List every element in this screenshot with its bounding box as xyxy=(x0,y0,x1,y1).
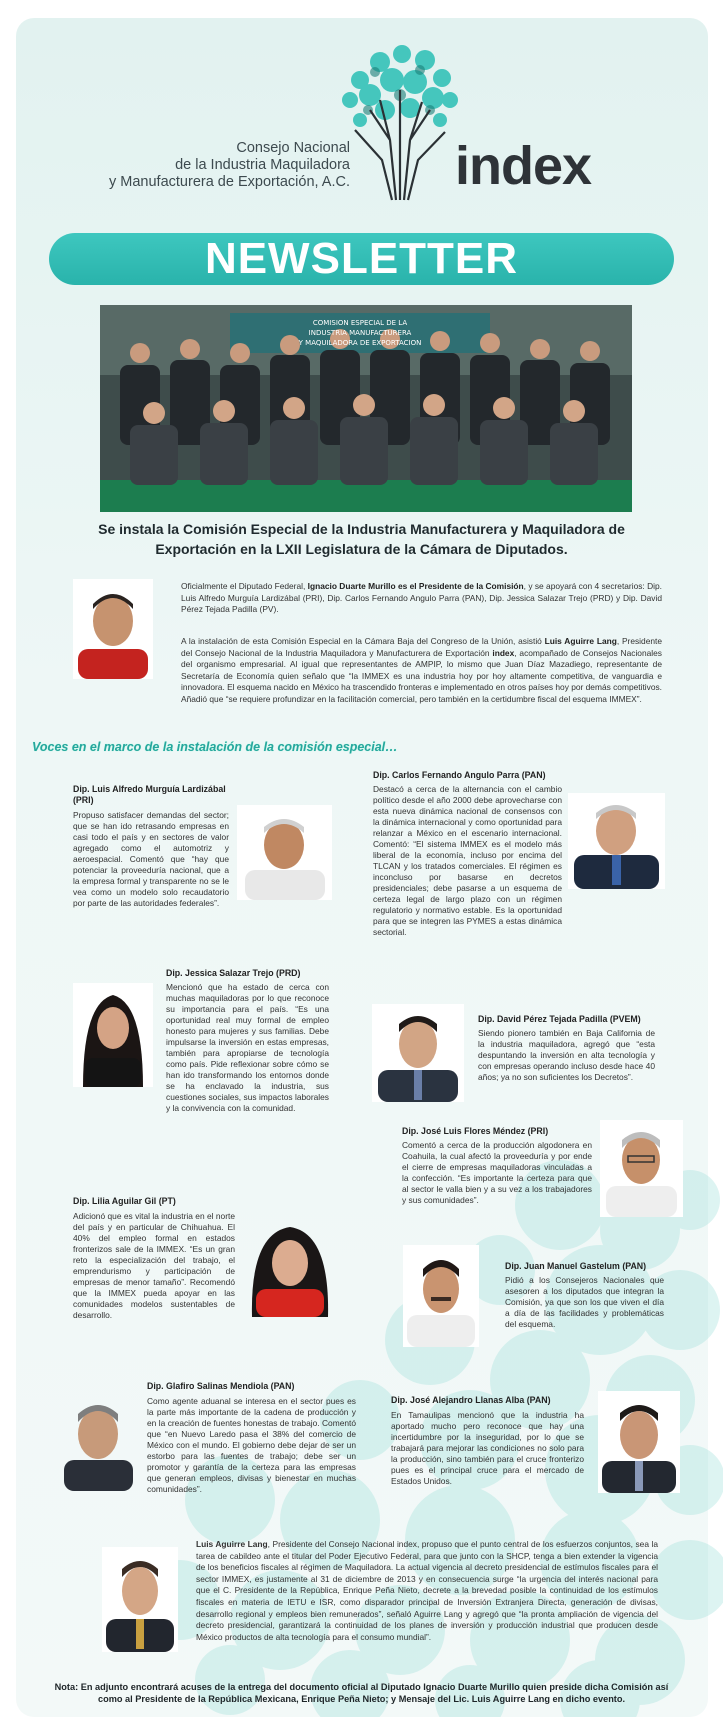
photo-banner-line1: COMISION ESPECIAL DE LA xyxy=(312,319,408,327)
org-name-line1: Consejo Nacional xyxy=(236,140,350,156)
group-photo-image xyxy=(100,305,632,512)
deputy-name-gastelum: Dip. Juan Manuel Gastelum (PAN) xyxy=(505,1261,647,1271)
portrait-aguilar xyxy=(246,1219,334,1317)
deputy-text-flores: Comentó a cerca de la producción algodonera en Coahuila, la cual afectó la proveeduría y por ende el cierre de empresas maquiladoras vinculadas a la confección. “Es importante la certeza para que al sector le valla bien y a su vez a los trabajadores y sus comunidades”. xyxy=(402,1140,592,1205)
footer-note-line2: como al Presidente de la República Mexicana, Enrique Peña Nieto; y Mensaje del Lic. Luis Aguirre Lang en dicho evento. xyxy=(97,1694,626,1704)
deputy-text-gastelum: Pidió a los Consejeros Nacionales que asesoren a los diputados que integran la Comisión, ya que son los que viven el día a día de las facilidades y problemáticas del esquema. xyxy=(505,1275,664,1329)
deputy-name-angulo: Dip. Carlos Fernando Angulo Parra (PAN) xyxy=(373,770,546,780)
intro-paragraph: Oficialmente el Diputado Federal, Ignacio Duarte Murillo es el Presidente de la Comisión, y se apoyará con 4 secretarios: Dip. Luis Alfredo Murguía Lardizábal (PRI), Dip. Carlos Fernando Angulo Parra (PAN), Dip. Jessica Salazar Trejo (PRD) y Dip. David Pérez Tejada Padilla (PV). xyxy=(181,581,662,614)
org-name-line3: y Manufacturera de Exportación, A.C. xyxy=(109,174,350,190)
footer-note xyxy=(20,1681,703,1705)
portrait-llanas xyxy=(598,1391,680,1493)
portrait-gastelum xyxy=(403,1245,479,1347)
deputy-name-salinas: Dip. Glafiro Salinas Mendiola (PAN) xyxy=(147,1381,295,1391)
voices-heading: Voces en el marco de la instalación de la comisión especial… xyxy=(32,740,398,754)
portrait-aguirre xyxy=(102,1547,178,1652)
org-name-line2: de la Industria Maquiladora xyxy=(175,157,350,173)
closing-name: Luis Aguirre Lang xyxy=(196,1539,268,1549)
newsletter-banner xyxy=(49,233,674,285)
photo-banner-line2: INDUSTRIA MANUFACTURERA xyxy=(308,329,412,337)
attendance-paragraph: A la instalación de esta Comisión Especial en la Cámara Baja del Congreso de la Unión, asistió Luis Aguirre Lang, Presidente del Consejo Nacional de la Industria Maquiladora y Manufacturera de Exportación index, acompañado de Consejos Nacionales del organismo empresarial. Al igual que representantes de AMPIP, lo mismo que Juan Díaz Mazadiego, representante de Secretaría de Economía quien señalo que “la IMMEX es una industria hoy por hoy altamente competitiva, de vanguardia e innovadora. El esquema nacido en México ha trascendido fronteras e implementado en otros países hoy por demás competitivos. Añadió que “se requiere profundizar en la facilitación comercial, pero también en la certidumbre fiscal del esquema IMMEX”. xyxy=(181,636,662,704)
deputy-name-perez: Dip. David Pérez Tejada Padilla (PVEM) xyxy=(478,1014,641,1024)
closing-text: , Presidente del Consejo Nacional index, propuso que el punto central de los esfuerzos conjuntos, sea la tarea de cabildeo ante el titular del Poder Ejecutivo Federal, para que junto con la SHCP, tenga a bien extender la vigencia de los beneficios fiscales al régimen de Maquiladora. La actual vigencia al decreto presidencial de estímulos fiscales para el sector IMMEX, es justamente al 31 de diciembre de 2013 y en consecuencia surge “la urgencia del interés nacional para que el C. Presidente de la República, Enrique Peña Nieto, decrete a la brevedad posible la continuidad de los estímulos fiscales en materia de IETU e ISR, como disparador principal de Inversión Extranjera Directa, generación de divisas, desarrollo regional y empleos bien remunerados”, señaló Aguirre Lang y agregó que “la pronta ampliación de vigencia del decreto presidencial, garantizará la continuidad de los planes de inversión y producción industrial que producen desde México productos de alta tecnología para el consumo mundial”. xyxy=(196,1539,658,1642)
deputy-text-perez: Siendo pionero también en Baja California de la industria maquiladora, agregó que “esta despuntando la inversión en alta tecnología y con empresas operando incluso desde hace 40 años; ya no son suficientes los Decretos”. xyxy=(478,1028,655,1082)
deputy-text-aguilar: Adicionó que es vital la industria en el norte del país y en particular de Chihuahua. El 40% del empleo formal en estados fronterizos sale de la IMMEX. “Es un gran reto la especialización del trabajo, el emprendurismo y participación de empresas de menor tamaño”. Recomendó que la IMMEX pueda apoyar en las comunidades modelos sustentables de desarrollo. xyxy=(73,1211,235,1320)
portrait-murguia xyxy=(237,805,332,900)
deputy-name-salazar: Dip. Jessica Salazar Trejo (PRD) xyxy=(166,968,301,978)
deputy-name-murguia: Dip. Luis Alfredo Murguía Lardizábal (PRI) xyxy=(73,784,226,805)
article-headline xyxy=(60,519,663,559)
deputy-name-aguilar: Dip. Lilia Aguilar Gil (PT) xyxy=(73,1196,176,1206)
deputy-name-flores: Dip. José Luis Flores Méndez (PRI) xyxy=(402,1126,549,1136)
closing-paragraph xyxy=(196,1539,658,1643)
tree-logo-icon xyxy=(330,40,470,205)
portrait-salazar xyxy=(73,983,153,1087)
portrait-perez xyxy=(372,1004,464,1102)
org-name xyxy=(50,140,350,191)
portrait-angulo xyxy=(568,793,665,889)
deputy-text-salinas: Como agente aduanal se interesa en el sector pues es la parte más importante de la cadena de producción y en la creación de fuentes honestas de trabajo. Comentó que “en Nuevo Laredo pasa el 38% del comercio de México con el mundo. El gobierno debe dejar de ser un estorbo para las fuentes de trabajo; debe ser un promotor y garantía de la certeza para las empresas que generan empleos, divisas y bienestar en muchas comunidades”. xyxy=(147,1396,356,1494)
portrait-flores xyxy=(600,1120,683,1217)
portrait-duarte xyxy=(73,579,153,679)
headline-line1: Se instala la Comisión Especial de la Industria Manufacturera y Maquiladora de xyxy=(98,521,625,537)
deputy-text-salazar: Mencionó que ha estado de cerca con muchas maquiladoras por lo que reconoce su importancia para el país. “Es una oportunidad real muy formal de empleo honesto para mujeres y sus familias. Debe impulsarse la inversión en estas empresas, también para apropiarse de tecnología como país. Pide reflexionar sobre cómo se han ido transformando los entornos donde se ha enclavado la industria, sus cuestiones sociales, sus impactos laborales y la convivencia con la comunidad. xyxy=(166,982,329,1113)
logo-word: index xyxy=(455,136,592,196)
deputy-text-angulo: Destacó a cerca de la alternancia con el cambio político desde el año 2000 debe aprovecharse con esta nueva dinámica nacional de consensos con la dinámica internacional y como oportunidad para relanzar a México en el escenario internacional. Comentó: “El sistema IMMEX es el modelo más liberal de la economía, incluso por encima del TLCAN y los tratados comerciales. El régimen es inconcluso por basarse en decretos presidenciales; debe pasarse a un esquema de certeza legal de largo plazo con un régimen regulatorio y normativo estable. Es la oportunidad para que se integren las PYMES a estas dinámica sectorial. xyxy=(373,784,562,937)
banner-title: NEWSLETTER xyxy=(204,234,519,283)
deputy-text-murguia: Propuso satisfacer demandas del sector; que se han ido retrasando empresas en casi todo el país y en sectores de valor agregado como el automotriz y aeroespacial. Comentó que “hay que potenciar la proveeduría nacional, que a la empresa formal y transparente no se le vea como un modelo solo recaudatorio por parte de las autoridades federales”. xyxy=(73,810,229,908)
photo-banner-line3: Y MAQUILADORA DE EXPORTACION xyxy=(298,339,422,347)
portrait-salinas xyxy=(60,1392,137,1491)
deputy-text-llanas: En Tamaulipas mencionó que la industria ha aportado mucho pero reconoce que hay una incertidumbre por la inseguridad, por lo que se trabajará para mejorar las condiciones no solo para la producción, sino también para el cruce fronterizo pues es el principal cruce para el mercado de Estados Unidos. xyxy=(391,1410,584,1486)
deputy-name-llanas: Dip. José Alejandro Llanas Alba (PAN) xyxy=(391,1395,551,1405)
headline-line2: Exportación en la LXII Legislatura de la Cámara de Diputados. xyxy=(155,541,568,557)
footer-note-line1: Nota: En adjunto encontrará acuses de la entrega del documento oficial al Diputado Ignacio Duarte Murillo quien preside dicha Comisión así xyxy=(54,1682,669,1692)
group-photo xyxy=(100,305,632,512)
